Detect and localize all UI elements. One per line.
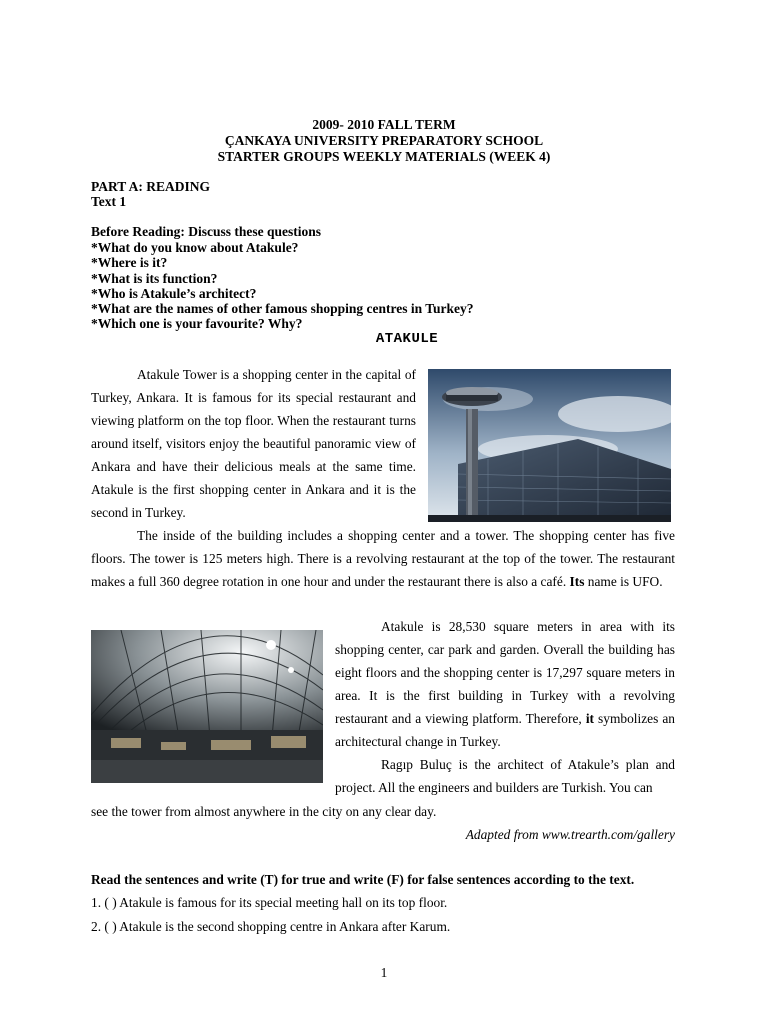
question: *What do you know about Atakule? (91, 240, 299, 255)
article-title: ATAKULE (375, 331, 439, 347)
question: *Where is it? (91, 255, 168, 270)
mall-interior-photo (91, 630, 323, 783)
school-title: ÇANKAYA UNIVERSITY PREPARATORY SCHOOL (224, 133, 544, 148)
paragraph-4: Ragıp Buluç is the architect of Atakule’s plan and project. All the engineers and builders are Turkish. You can (335, 757, 675, 795)
paragraph-2 (91, 524, 675, 593)
exercise-item: 1. ( ) Atakule is famous for its special meeting hall on its top floor. (91, 895, 448, 910)
source-credit: Adapted from www.trearth.com/gallery (465, 827, 675, 842)
materials-title: STARTER GROUPS WEEKLY MATERIALS (WEEK 4) (217, 149, 551, 164)
question: *Who is Atakule’s architect? (91, 286, 257, 301)
exercise-instruction: Read the sentences and write (T) for true and write (F) for false sentences according to the text. (91, 872, 635, 887)
paragraph-2-end: name is UFO. (587, 574, 663, 589)
exercise-item: 2. ( ) Atakule is the second shopping centre in Ankara after Karum. (91, 919, 451, 934)
paragraph-3-end: symbolizes an architectural change in Turkey. (335, 711, 675, 749)
term-title: 2009- 2010 FALL TERM (312, 117, 456, 132)
tower-photo (428, 369, 671, 522)
before-reading-heading: Before Reading: Discuss these questions (91, 224, 322, 239)
question: *What are the names of other famous shopping centres in Turkey? (91, 301, 474, 316)
text-label: Text 1 (91, 194, 127, 209)
paragraph-3-text: Atakule is 28,530 square meters in area with its shopping center, car park and garden. Overall the building has eight floors and the shopping center is 17,297 square meters in area. It is the first building in Turkey with a revolving restaurant and a viewing platform. Therefore, (335, 619, 675, 726)
page-number: 1 (380, 965, 388, 980)
question: *What is its function? (91, 271, 218, 286)
paragraph-4-end: see the tower from almost anywhere in the city on any clear day. (91, 804, 437, 819)
paragraph-1: Atakule Tower is a shopping center in the capital of Turkey, Ankara. It is famous for its special restaurant and viewing platform on the top floor. When the restaurant turns around itself, visitors enjoy the beautiful panoramic view of Ankara and have their delicious meals at the same time. Atakule is the first shopping center in Ankara and it is the second in Turkey. (91, 367, 416, 520)
bold-its: Its (569, 574, 585, 589)
paragraph-3 (335, 615, 675, 753)
bold-it: it (585, 711, 594, 726)
part-heading: PART A: READING (91, 179, 211, 194)
question: *Which one is your favourite? Why? (91, 316, 303, 331)
paragraph-2-text: The inside of the building includes a shopping center and a tower. The shopping center has five floors. The tower is 125 meters high. There is a revolving restaurant at the top of the tower. The restaurant makes a full 360 degree rotation in one hour and under the restaurant there is also a café. (91, 528, 675, 589)
